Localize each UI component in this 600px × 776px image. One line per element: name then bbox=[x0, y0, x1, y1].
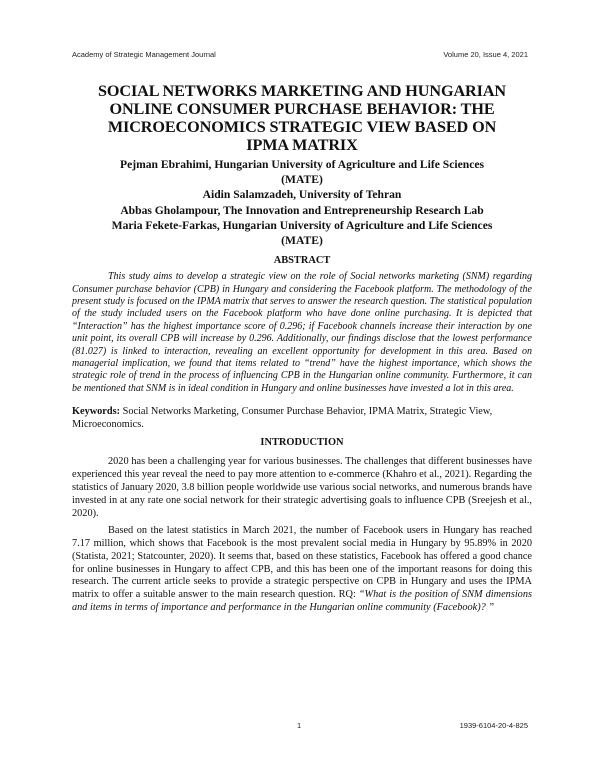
author-list bbox=[72, 157, 532, 248]
keywords bbox=[72, 405, 532, 431]
abstract-heading: ABSTRACT bbox=[273, 255, 331, 267]
author-line: (MATE) bbox=[281, 173, 323, 187]
author-line: (MATE) bbox=[281, 234, 323, 248]
keywords-label: Keywords: bbox=[72, 406, 121, 418]
title-line: SOCIAL NETWORKS MARKETING AND HUNGARIAN bbox=[97, 82, 507, 100]
keywords-text: Social Networks Marketing, Consumer Purchase Behavior, IPMA Matrix, Strategic View, Microeconomics. bbox=[72, 406, 493, 431]
author-line: Maria Fekete-Farkas, Hungarian University of Agriculture and Life Sciences bbox=[111, 218, 493, 232]
abstract-text: This study aims to develop a strategic view on the role of Social networks marketing (SNM) regarding Consumer purchase behavior (CPB) in Hungary and considering the Facebook platform. The methodology of the present study is focused on the IPMA matrix that serves to answer the research question. The statistical population of the study included users on the Facebook platform who have done online purchasing. It is depicted that “Interaction” has the highest importance score of 0.296; if Facebook channels increase their interaction by one unit point, its overall CPB will increase by 0.296. Additionally, our findings disclose that the lowest performance (81.027) is linked to interaction, revealing an excellent opportunity for development in this area. Based on managerial implication, we found that items related to “trend” have the highest importance, which shows the strategic role of trend in the process of influencing CPB in the Hungarian online community. Furthermore, it can be mentioned that SNM is in ideal condition in Hungary and online businesses have invested a lot in this area. bbox=[72, 271, 532, 394]
title-line: MICROECONOMICS STRATEGIC VIEW BASED ON bbox=[107, 118, 497, 136]
introduction-paragraph-1: 2020 has been a challenging year for various businesses. The challenges that different businesses have experienced this year reveal the need to pay more attention to e-commerce (Khahro et al., 2021). Regarding the statistics of January 2020, 3.8 billion people worldwide use various social networks, and numerous brands have invested in at any rate one social network for their strategic advertising goals to influence CPB (Sreejesh et al., 2020). bbox=[72, 456, 532, 519]
title-line: IPMA MATRIX bbox=[246, 136, 358, 154]
running-header-volume: Volume 20, Issue 4, 2021 bbox=[443, 50, 528, 59]
running-header-journal: Academy of Strategic Management Journal bbox=[72, 50, 216, 59]
article-content bbox=[72, 82, 532, 615]
author-line: Aidin Salamzadeh, University of Tehran bbox=[202, 188, 402, 202]
research-question: “What is the position of SNM dimensions and items in terms of importance and performance in the Hungarian online community (Facebook)? ” bbox=[72, 589, 532, 614]
author-line: Abbas Gholampour, The Innovation and Entrepreneurship Research Lab bbox=[120, 203, 484, 217]
title-line: ONLINE CONSUMER PURCHASE BEHAVIOR: THE bbox=[109, 100, 495, 118]
article-title bbox=[72, 82, 532, 154]
author-line: Pejman Ebrahimi, Hungarian University of Agriculture and Life Sciences bbox=[119, 158, 484, 171]
introduction-paragraph-2 bbox=[72, 525, 532, 615]
footer-issn: 1939-6104-20-4-825 bbox=[459, 721, 528, 730]
introduction-heading: INTRODUCTION bbox=[260, 437, 344, 449]
page-number: 1 bbox=[297, 721, 302, 730]
introduction-paragraph-2-text: Based on the latest statistics in March 2021, the number of Facebook users in Hungary has reached 7.17 million, which shows that Facebook is the most prevalent social media in Hungary by 95.89% in 2020 (Statista, 2021; Statcounter, 2020). It seems that, based on these statistics, Facebook has offered a good chance for online businesses in Hungary to affect CPB, and this has been one of the important reasons for doing this research. The current article seeks to provide a strategic perspective on CPB in Hungary and uses the IPMA matrix to offer a suitable answer to the main research question. RQ: bbox=[72, 524, 532, 601]
